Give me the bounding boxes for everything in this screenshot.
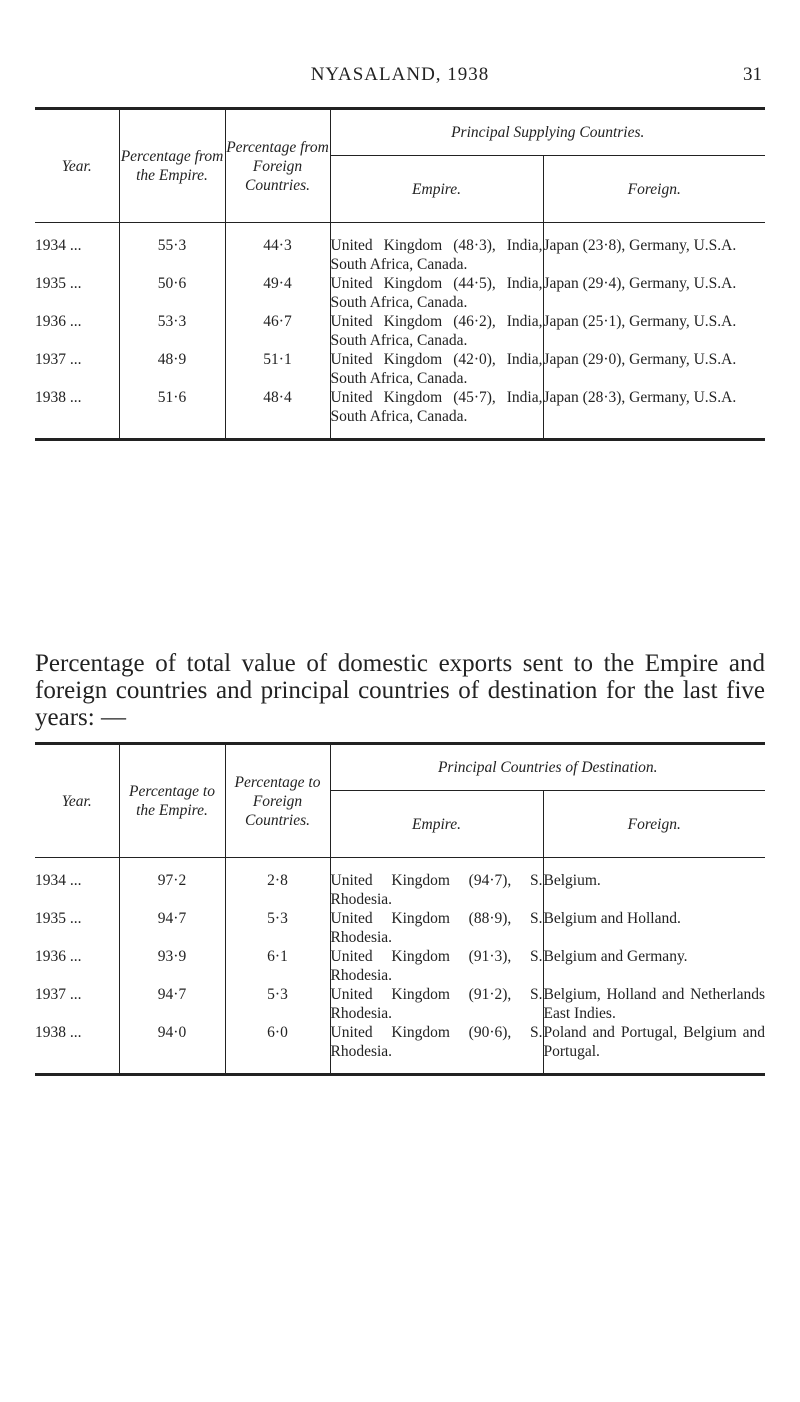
row-pct-foreign: 44·3 [225, 236, 330, 274]
row-year: 1938 ... [35, 1023, 119, 1061]
table-row [35, 871, 765, 909]
table-row [35, 236, 765, 274]
table-row [35, 1023, 765, 1061]
row-pct-foreign: 46·7 [225, 312, 330, 350]
col-header-pct-foreign: Percentage from Foreign Countries. [225, 109, 330, 223]
row-foreign-countries: Japan (23·8), Germany, U.S.A. [543, 236, 765, 274]
col-header-year: Year. [35, 109, 119, 223]
row-pct-empire: 93·9 [119, 947, 225, 985]
row-foreign-countries: Japan (29·0), Germany, U.S.A. [543, 350, 765, 388]
row-empire-countries: United Kingdom (46·2), India, South Africa, Canada. [330, 313, 543, 349]
row-pct-foreign: 49·4 [225, 274, 330, 312]
row-year: 1935 ... [35, 274, 119, 312]
row-empire-countries: United Kingdom (45·7), India, South Africa, Canada. [330, 389, 543, 425]
col-header-empire: Empire. [330, 791, 543, 858]
table-row [35, 909, 765, 947]
row-year: 1936 ... [35, 947, 119, 985]
row-year: 1937 ... [35, 985, 119, 1023]
row-pct-foreign: 6·1 [225, 947, 330, 985]
row-pct-foreign: 6·0 [225, 1023, 330, 1061]
row-pct-foreign: 2·8 [225, 871, 330, 909]
row-pct-empire: 51·6 [119, 388, 225, 426]
row-empire-countries: United Kingdom (91·2), S. Rhodesia. [330, 986, 543, 1022]
row-pct-empire: 48·9 [119, 350, 225, 388]
col-header-foreign: Foreign. [543, 156, 765, 223]
table-row [35, 312, 765, 350]
row-pct-empire: 50·6 [119, 274, 225, 312]
running-title: NYASALAND, 1938 [310, 64, 490, 85]
row-year: 1938 ... [35, 388, 119, 426]
row-year: 1936 ... [35, 312, 119, 350]
table-row [35, 274, 765, 312]
row-empire-countries: United Kingdom (91·3), S. Rhodesia. [330, 948, 543, 984]
row-empire-countries: United Kingdom (94·7), S. Rhodesia. [330, 872, 543, 908]
row-pct-foreign: 5·3 [225, 909, 330, 947]
row-empire-countries: United Kingdom (44·5), India, South Africa, Canada. [330, 275, 543, 311]
row-foreign-countries: Japan (25·1), Germany, U.S.A. [543, 312, 765, 350]
exports-paragraph: Percentage of total value of domestic exports sent to the Empire and foreign countries and principal countries of destination for the last five years: — [35, 650, 765, 731]
col-header-pct-empire: Percentage to the Empire. [119, 744, 225, 858]
row-empire-countries: United Kingdom (88·9), S. Rhodesia. [330, 910, 543, 946]
col-header-foreign: Foreign. [543, 791, 765, 858]
exports-table [35, 742, 765, 1076]
table-row [35, 947, 765, 985]
table-row [35, 388, 765, 426]
row-year: 1934 ... [35, 236, 119, 274]
imports-table [35, 107, 765, 441]
row-foreign-countries: Belgium. [543, 871, 765, 909]
row-foreign-countries: Belgium and Germany. [543, 947, 765, 985]
col-header-empire: Empire. [330, 156, 543, 223]
row-foreign-countries: Belgium and Holland. [543, 909, 765, 947]
page-number: 31 [743, 64, 762, 85]
col-header-year: Year. [35, 744, 119, 858]
row-pct-foreign: 5·3 [225, 985, 330, 1023]
row-empire-countries: United Kingdom (42·0), India, South Africa, Canada. [330, 351, 543, 387]
row-pct-empire: 55·3 [119, 236, 225, 274]
row-pct-empire: 94·0 [119, 1023, 225, 1061]
row-foreign-countries: Poland and Portugal, Belgium and Portugal. [543, 1024, 765, 1060]
row-foreign-countries: Japan (29·4), Germany, U.S.A. [543, 274, 765, 312]
row-foreign-countries: Belgium, Holland and Netherlands East Indies. [543, 986, 765, 1022]
page-header [0, 64, 800, 94]
col-header-pct-foreign: Percentage to Foreign Countries. [225, 744, 330, 858]
row-pct-foreign: 48·4 [225, 388, 330, 426]
row-pct-empire: 94·7 [119, 909, 225, 947]
col-header-principal: Principal Countries of Destination. [330, 744, 765, 791]
row-pct-empire: 97·2 [119, 871, 225, 909]
row-year: 1937 ... [35, 350, 119, 388]
table-row [35, 350, 765, 388]
row-pct-empire: 94·7 [119, 985, 225, 1023]
row-foreign-countries: Japan (28·3), Germany, U.S.A. [543, 388, 765, 426]
row-year: 1935 ... [35, 909, 119, 947]
col-header-principal: Principal Supplying Countries. [330, 109, 765, 156]
row-empire-countries: United Kingdom (90·6), S. Rhodesia. [330, 1024, 543, 1060]
col-header-pct-empire: Percentage from the Empire. [119, 109, 225, 223]
row-empire-countries: United Kingdom (48·3), India, South Africa, Canada. [330, 237, 543, 273]
row-pct-empire: 53·3 [119, 312, 225, 350]
row-year: 1934 ... [35, 871, 119, 909]
table-row [35, 985, 765, 1023]
row-pct-foreign: 51·1 [225, 350, 330, 388]
